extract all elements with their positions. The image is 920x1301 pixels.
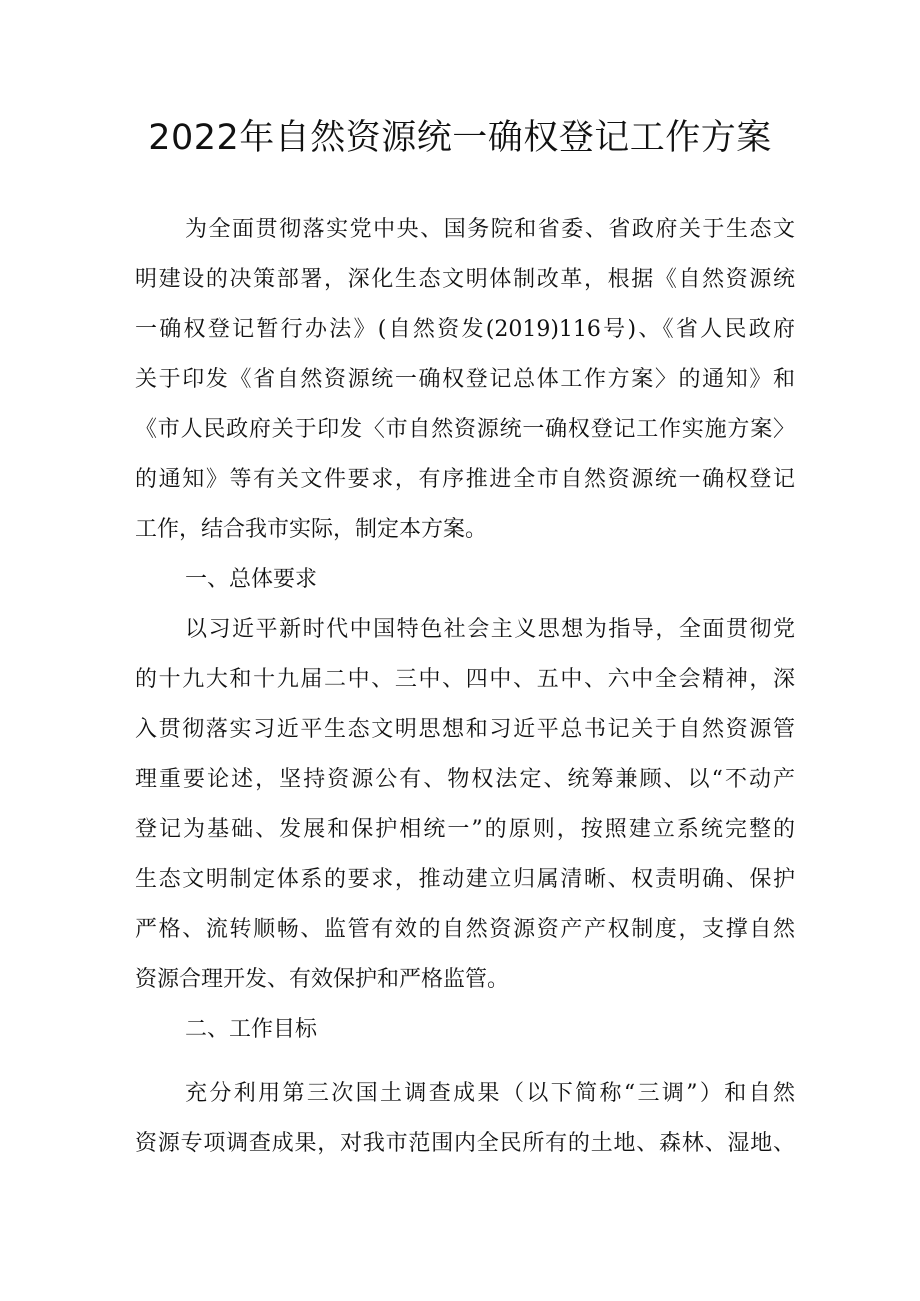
paragraph-1-line-2: 明建设的决策部署，深化生态文明体制改革，根据《自然资源统 [135,267,795,292]
paragraph-1-line-7: 工作，结合我市实际，制定本方案。 [135,517,488,542]
paragraph-2-line-5: 登记为基础、发展和保护相统一”的原则，按照建立系统完整的 [135,817,795,842]
paragraph-2-line-1: 以习近平新时代中国特色社会主义思想为指导，全面贯彻党 [185,617,795,642]
paragraph-1-line-3: 一确权登记暂行办法》(自然资发(2019)116号)、《省人民政府 [135,317,795,342]
section-heading-work-goals: 二、工作目标 [185,1017,318,1042]
section-heading-general-requirements: 一、总体要求 [185,567,318,592]
paragraph-1-line-1: 为全面贯彻落实党中央、国务院和省委、省政府关于生态文 [185,217,795,242]
paragraph-2-line-4: 理重要论述，坚持资源公有、物权法定、统筹兼顾、以“不动产 [135,767,795,792]
paragraph-1-line-4: 关于印发《省自然资源统一确权登记总体工作方案〉的通知》和 [135,367,795,392]
paragraph-2-line-7: 严格、流转顺畅、监管有效的自然资源资产产权制度，支撑自然 [135,917,795,942]
paragraph-3-line-2: 资源专项调查成果，对我市范围内全民所有的土地、森林、湿地、 [135,1131,795,1156]
document-title: 2022年自然资源统一确权登记工作方案 [148,118,772,158]
paragraph-2-line-3: 入贯彻落实习近平生态文明思想和习近平总书记关于自然资源管 [135,717,795,742]
paragraph-2-line-6: 生态文明制定体系的要求，推动建立归属清晰、权责明确、保护 [135,867,795,892]
paragraph-2-line-8: 资源合理开发、有效保护和严格监管。 [135,967,510,992]
paragraph-3-line-1: 充分利用第三次国土调查成果（以下简称“三调”）和自然 [185,1081,795,1106]
paragraph-1-line-6: 的通知》等有关文件要求，有序推进全市自然资源统一确权登记 [135,467,795,492]
paragraph-1-line-5: 《市人民政府关于印发〈市自然资源统一确权登记工作实施方案〉 [135,417,795,442]
paragraph-2-line-2: 的十九大和十九届二中、三中、四中、五中、六中全会精神，深 [135,667,795,692]
